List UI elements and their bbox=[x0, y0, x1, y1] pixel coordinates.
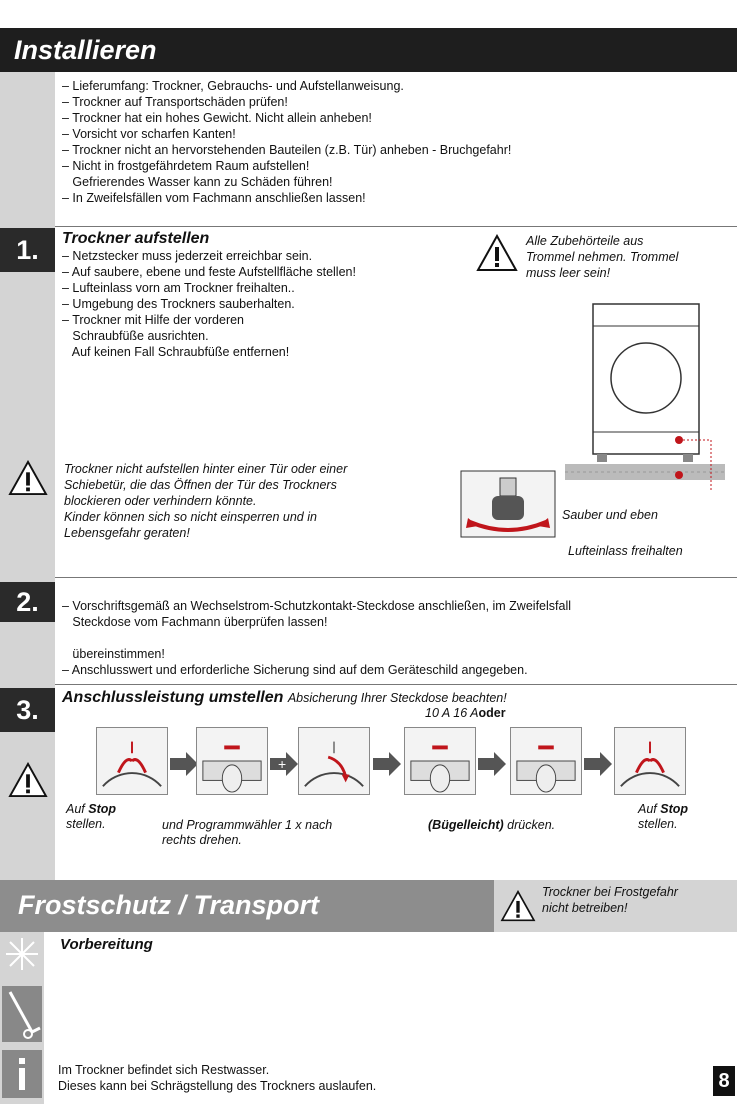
section-title-install: Installieren bbox=[14, 34, 157, 65]
step1-bullet: – Lufteinlass vorn am Trockner freihalten.. bbox=[62, 281, 295, 295]
arrow-icon bbox=[373, 752, 401, 776]
button-press-step bbox=[404, 727, 476, 795]
install-bullets bbox=[62, 78, 732, 206]
step1-bullet: – Umgebung des Trockners sauberhalten. bbox=[62, 297, 295, 311]
arrow-icon bbox=[170, 752, 198, 776]
section-title-frost: Frostschutz / Transport bbox=[18, 890, 320, 920]
arrow-icon bbox=[584, 752, 612, 776]
button-release-step bbox=[510, 727, 582, 795]
caption-turn bbox=[162, 818, 332, 848]
label-clean: Sauber und eben bbox=[562, 508, 658, 522]
page-number: 8 bbox=[713, 1066, 735, 1096]
install-bullet: – Trockner hat ein hohes Gewicht. Nicht allein anheben! bbox=[62, 111, 372, 125]
frost-warning-line: nicht betreiben! bbox=[542, 901, 628, 915]
step2-lines bbox=[62, 598, 732, 678]
cap-text: drücken. bbox=[503, 818, 556, 832]
step2-line: übereinstimmen! bbox=[62, 647, 165, 661]
amps-bold: oder bbox=[478, 706, 506, 720]
button-step bbox=[196, 727, 268, 795]
amps-label bbox=[425, 706, 506, 720]
caption-press bbox=[428, 818, 555, 833]
step3-heading-note: Absicherung Ihrer Steckdose beachten! bbox=[287, 691, 507, 705]
divider bbox=[55, 684, 737, 685]
step1-warning bbox=[64, 461, 347, 541]
cap-text: Auf bbox=[638, 802, 661, 816]
frost-warning-line: Trockner bei Frostgefahr bbox=[542, 885, 678, 899]
cap-text: stellen. bbox=[66, 817, 106, 831]
step-number-2: 2. bbox=[0, 582, 55, 622]
divider bbox=[55, 226, 737, 227]
caption-stop-2 bbox=[638, 802, 688, 832]
frost-info-line: Dieses kann bei Schrägstellung des Trockners auslaufen. bbox=[58, 1079, 377, 1093]
cap-text: und Programmwähler 1 x nach bbox=[162, 818, 333, 832]
plus-arrow-icon bbox=[270, 752, 298, 776]
cap-text: rechts drehen. bbox=[162, 833, 242, 847]
step-number-3: 3. bbox=[0, 688, 55, 732]
note-line: muss leer sein! bbox=[526, 266, 611, 280]
amps-prefix: 10 A 16 A bbox=[425, 706, 479, 720]
install-bullet: – Trockner auf Transportschäden prüfen! bbox=[62, 95, 288, 109]
step1-bullets bbox=[62, 248, 462, 360]
info-icon bbox=[2, 1050, 42, 1098]
frost-warning bbox=[542, 884, 678, 916]
hand-truck-icon bbox=[2, 986, 42, 1042]
step1-bullet: – Trockner mit Hilfe der vorderen bbox=[62, 313, 245, 327]
install-bullet: – Trockner nicht an hervorstehenden Bauteilen (z.B. Tür) anheben - Bruchgefahr! bbox=[62, 143, 512, 157]
dial-stop-step bbox=[614, 727, 686, 795]
warning-line: Trockner nicht aufstellen hinter einer Tür oder einer bbox=[64, 462, 348, 476]
svg-text:+: + bbox=[278, 756, 287, 772]
snowflake-icon bbox=[4, 936, 40, 972]
step2-line bbox=[62, 630, 732, 646]
frost-info-line: Im Trockner befindet sich Restwasser. bbox=[58, 1063, 270, 1077]
step1-heading: Trockner aufstellen bbox=[62, 230, 210, 247]
install-bullet: – In Zweifelsfällen vom Fachmann anschließen lassen! bbox=[62, 191, 366, 205]
cap-text: Auf bbox=[66, 802, 89, 816]
dryer-illustration bbox=[565, 300, 725, 490]
cap-bold: (Bügelleicht) bbox=[428, 818, 504, 832]
dial-stop-step bbox=[96, 727, 168, 795]
step3-heading-row bbox=[62, 689, 507, 707]
note-line: Trommel nehmen. Trommel bbox=[526, 250, 679, 264]
step1-bullet: Auf keinen Fall Schraubfüße entfernen! bbox=[62, 345, 290, 359]
note-line: Alle Zubehörteile aus bbox=[526, 234, 644, 248]
step2-line: – Anschlusswert und erforderliche Sicherung sind auf dem Geräteschild angegeben. bbox=[62, 663, 528, 677]
cap-bold: Stop bbox=[88, 802, 117, 816]
step2-line: Steckdose vom Fachmann überprüfen lassen! bbox=[62, 615, 328, 629]
foot-adjust-illustration bbox=[460, 470, 556, 538]
step1-bullet: Schraubfüße ausrichten. bbox=[62, 329, 209, 343]
warning-line: Lebensgefahr geraten! bbox=[64, 526, 190, 540]
dial-turn-step bbox=[298, 727, 370, 795]
cap-text: stellen. bbox=[638, 817, 678, 831]
install-bullet: – Vorsicht vor scharfen Kanten! bbox=[62, 127, 236, 141]
label-air: Lufteinlass freihalten bbox=[568, 544, 683, 558]
install-bullet: Gefrierendes Wasser kann zu Schäden führen! bbox=[62, 175, 333, 189]
arrow-icon bbox=[478, 752, 506, 776]
cap-bold: Stop bbox=[660, 802, 689, 816]
step1-bullet: – Auf saubere, ebene und feste Aufstellfläche stellen! bbox=[62, 265, 356, 279]
warning-icon bbox=[500, 890, 536, 922]
frost-heading: Vorbereitung bbox=[60, 936, 153, 953]
warning-icon bbox=[8, 460, 48, 496]
warning-line: blockieren oder verhindern könnte. bbox=[64, 494, 257, 508]
install-bullet: – Lieferumfang: Trockner, Gebrauchs- und Aufstellanweisung. bbox=[62, 79, 404, 93]
step3-heading: Anschlussleistung umstellen bbox=[62, 689, 284, 706]
caption-stop-1 bbox=[66, 802, 116, 832]
warning-icon bbox=[8, 762, 48, 798]
frost-info bbox=[58, 1062, 376, 1094]
install-bullet: – Nicht in frostgefährdetem Raum aufstellen! bbox=[62, 159, 310, 173]
step1-note bbox=[526, 233, 678, 281]
step-number-1: 1. bbox=[0, 228, 55, 272]
section-header-install bbox=[0, 28, 737, 72]
warning-icon bbox=[476, 234, 518, 272]
step1-bullet: – Netzstecker muss jederzeit erreichbar sein. bbox=[62, 249, 313, 263]
divider bbox=[55, 577, 737, 578]
warning-line: Schiebetür, die das Öffnen der Tür des Trockners bbox=[64, 478, 337, 492]
warning-line: Kinder können sich so nicht einsperren und in bbox=[64, 510, 317, 524]
step2-line: – Vorschriftsgemäß an Wechselstrom-Schutzkontakt-Steckdose anschließen, im Zweifelsfall bbox=[62, 599, 571, 613]
